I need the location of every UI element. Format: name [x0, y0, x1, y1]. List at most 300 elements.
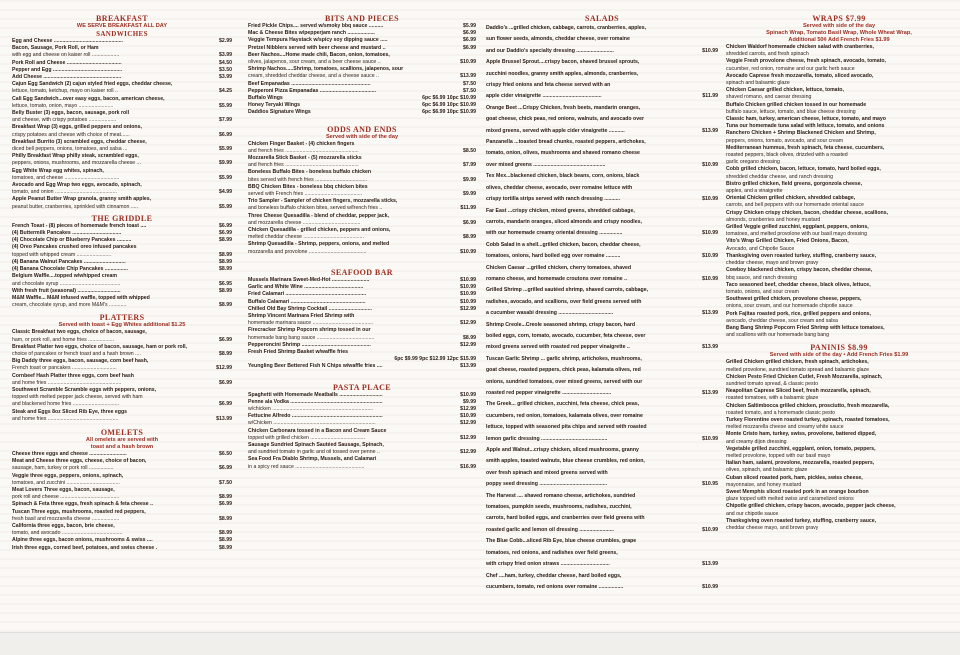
menu-item-line — [486, 251, 718, 262]
menu-item-line: Taco seasoned beef, cheddar cheese, black olives, lettuce, — [726, 281, 871, 288]
item-text: fresh basil and mozzarella cheese ................... — [12, 515, 120, 522]
item-text: Apple Peanut Butter Wrap granola, granny smith apples, — [12, 196, 152, 203]
menu-item-line: onions, sour cream, and our homemade chipotle sauce — [726, 303, 853, 310]
item-text: Mac & Cheese Bites w/pepperjam ranch ................... — [248, 30, 375, 37]
menu-item-line — [248, 234, 476, 241]
menu-item-line — [486, 114, 718, 125]
item-text: Meat Lovers Three eggs, bacon, sausage, — [12, 486, 115, 493]
item-text: mozzarella and provolone ........................................ — [248, 248, 367, 255]
item-text: Shrimp Quesadilla - Shrimp, peppers, onions, and melted — [248, 241, 390, 248]
item-text: Garlic and White Wine ......................................... — [248, 284, 364, 291]
menu-item-line — [12, 110, 232, 117]
item-text: olives, cheddar cheese, avocado, over romaine lettuce with — [486, 184, 633, 191]
menu-item-line: Oriental Chicken grilled chicken, shredded cabbage, — [726, 195, 856, 202]
menu-item-line: Classic ham, turkey, american cheese, lettuce, tomato, and mayo — [726, 116, 886, 123]
menu-item-line — [486, 91, 718, 102]
item-text: Buffalo Wings — [248, 95, 283, 102]
column-1 — [12, 14, 232, 552]
menu-item-line: Thanksgiving oven roasted turkey, stuffing, cranberry sauce, — [726, 517, 877, 524]
item-text: served with French fries ........................................ — [248, 191, 363, 198]
item-text: tomatoes, red onions, and radishes over field greens, — [486, 549, 618, 556]
menu-item-line: Vegetable grilled zucchini, eggplant, onion, tomato, peppers, — [726, 445, 876, 452]
item-text: Chicken Caesar ...grilled chicken, cherry tomatoes, shaved — [486, 264, 632, 271]
item-text: Chicken Finger Basket - (4) chicken fingers — [248, 140, 355, 147]
menu-item-line — [12, 380, 232, 387]
item-price: 6pc $6.99 10pc $10.99 — [422, 109, 476, 116]
menu-item-line — [12, 67, 232, 74]
omelets-items — [12, 451, 232, 552]
item-price: $6.99 — [219, 336, 232, 343]
item-text: choice of pancakes or french toast and a hash brown .... — [12, 350, 141, 357]
odds-title: ODDS AND ENDS — [327, 124, 397, 134]
menu-item-line — [248, 213, 476, 220]
salads-title: SALADS — [585, 14, 619, 23]
menu-item-line — [486, 536, 718, 547]
menu-item-line — [486, 445, 718, 456]
menu-item-line — [486, 263, 718, 274]
item-price: $10.99 — [460, 276, 476, 283]
menu-item-line: Avocado, and Chipotle Sauce — [726, 245, 795, 252]
menu-item-line — [486, 468, 718, 479]
item-text: carrots, mandarin oranges, sliced almonds and crispy noodles, — [486, 218, 642, 225]
menu-item-line: Mediterranean hummus, fresh spinach, feta cheese, cucumbers, — [726, 144, 885, 151]
item-text: radishes, avocado, and scallions, over field greens served with — [486, 298, 642, 305]
item-price: $6.50 — [219, 450, 232, 457]
menu-item-line — [12, 545, 232, 552]
item-price: $5.99 — [219, 146, 232, 153]
menu-item-line — [248, 45, 476, 52]
item-price: $5.99 — [219, 203, 232, 210]
menu-item-line — [486, 183, 718, 194]
item-price: $11.99 — [702, 93, 718, 100]
item-text: Fresh Fried Shrimp Basket w/waffle fries — [248, 348, 349, 355]
item-text: Beer Nachos....Home made chili, Bacon, onion, tomatoes, — [248, 51, 390, 58]
item-text: lettuce, tomato, ketchup, mayo on kaiser roll .. — [12, 88, 118, 95]
menu-item-line — [486, 434, 718, 445]
wraps-section — [726, 14, 952, 339]
item-text: with our homemade creamy oriental dressing ................ — [486, 230, 623, 237]
item-price: $13.99 — [702, 561, 718, 568]
menu-item-line: spinach and balsamic glaze — [726, 80, 790, 87]
menu-item-line — [248, 306, 476, 313]
menu-item-line — [486, 228, 718, 239]
menu-item-line: Cowboy blackened chicken, crispy bacon, cheddar cheese, — [726, 267, 873, 274]
platters-title: PLATTERS — [99, 313, 145, 323]
menu-item-line: Tuna our homemade tuna salad with lettuce, tomato, and onions — [726, 123, 885, 130]
menu-item-line: almonds, cranberries and honey mustard — [726, 216, 821, 223]
item-price: $8.99 — [219, 258, 232, 265]
menu-item-line — [248, 428, 476, 435]
item-text: homemade marinara sauce .......................................... — [248, 320, 374, 327]
item-text: sun flower seeds, almonds, cheddar cheese, over romaine — [486, 36, 630, 43]
item-price: $10.99 — [702, 526, 718, 533]
item-price: $10.99 — [460, 284, 476, 291]
footer-bar — [0, 632, 960, 655]
item-price: $9.99 — [463, 398, 476, 405]
item-text: cucumbers, tomato, red onions over romaine ................. — [486, 583, 624, 590]
menu-item-line: mayonnaise, and honey mustard — [726, 481, 802, 488]
item-text: Cobb Salad in a shell...grilled chicken, bacon, cheddar cheese, — [486, 241, 641, 248]
item-price: $10.99 — [460, 248, 476, 255]
menu-item-line: avocado, cheddar cheese, sour cream and salsa — [726, 317, 838, 324]
menu-item-line — [248, 349, 476, 356]
menu-item-line — [12, 252, 232, 259]
wraps-subtitle: Served with side of the day — [802, 23, 876, 29]
item-text: M&M Waffle... M&M infused waffle, topped with whipped — [12, 294, 150, 301]
item-text: With fresh fruit (seasonal) .............................. — [12, 287, 121, 294]
menu-item-line — [12, 168, 232, 175]
bits-items — [248, 23, 476, 117]
menu-item-line: Cobb grilled chicken, bacon, lettuce, tomato, hard boiled eggs, — [726, 166, 881, 173]
item-text: Belgium Waffle....topped w/whipped cream — [12, 273, 118, 280]
menu-item-line: tomatoes, and melted provolone with our basil mayo dressing — [726, 231, 868, 238]
menu-item-line: shaved romano, and caesar dressing — [726, 94, 812, 101]
menu-item-line — [12, 88, 232, 95]
menu-item-line — [486, 217, 718, 228]
item-text: apple cider vinaigrette ......................................... — [486, 93, 602, 100]
item-price: $5.99 — [219, 174, 232, 181]
item-text: Pepperoni Pizza Empanadas ....................................... — [248, 87, 376, 94]
item-price: $13.99 — [702, 310, 718, 317]
item-text: goat cheese, roasted peppers, chick peas, kalamata olives, red — [486, 367, 641, 374]
menu-item-line — [486, 126, 718, 137]
item-text: Alpine three eggs, bacon onions, mushrooms & swiss .... — [12, 537, 153, 544]
item-text: Cornbeef Hash Platter three eggs, corn beef hash — [12, 372, 134, 379]
menu-item-line — [248, 52, 476, 59]
menu-item-line: melted provolone, topped with our basil mayo — [726, 452, 831, 459]
menu-item-line — [248, 284, 476, 291]
item-text: Penne ala Vodka ................................................................ — [248, 398, 383, 405]
menu-item-line — [486, 456, 718, 467]
wraps-addon: Additional 50¢ Add French Fries $1.99 — [788, 37, 890, 43]
menu-item-line — [486, 103, 718, 114]
omelets-section — [12, 428, 232, 552]
menu-item-line — [248, 399, 476, 406]
item-price: $7.50 — [463, 87, 476, 94]
item-text: onions, sundried tomatoes, over mixed greens, served with our — [486, 378, 643, 385]
item-price: $13.99 — [216, 415, 232, 422]
item-text: lettuce, topped with seasoned pita chips and served with roasted — [486, 424, 647, 431]
item-price: $5.99 — [219, 102, 232, 109]
breakfast-section — [12, 14, 232, 211]
menu-item-line: Chicken Pesto Fried Chicken Cutlet, Fresh Mozzarella, spinach, — [726, 373, 883, 380]
item-text: goat cheese, chick peas, red onions, walnuts, and avocado over — [486, 116, 644, 123]
item-text: lettuce, tomato, onion, mayo ........................ — [12, 102, 114, 109]
menu-item-line: olives, spinach, and balsamic glaze — [726, 467, 808, 474]
item-text: cream, chocolate syrup, and more M&M's ............ — [12, 302, 127, 309]
menu-item-line — [12, 373, 232, 380]
menu-item-line: Vito's Wrap Grilled Chicken, Fried Onions, Bacon, — [726, 238, 849, 245]
wraps-title: WRAPS $7.99 — [812, 14, 866, 23]
menu-item-line — [486, 308, 718, 319]
menu-item-line: Veggie Fresh provolone cheese, fresh spinach, avocado, tomato, — [726, 58, 886, 65]
item-text: Chilled Old Bay Shrimp Cocktail .............................. — [248, 305, 372, 312]
menu-item-line — [486, 80, 718, 91]
menu-item-line — [486, 285, 718, 296]
menu-item-line — [486, 320, 718, 331]
menu-item-line — [248, 155, 476, 162]
item-text: crispy fried onions and feta cheese served with an — [486, 82, 611, 89]
menu-item-line — [486, 274, 718, 285]
item-text: tomato, and onion ........................................... — [12, 189, 117, 196]
menu-item-line — [12, 401, 232, 408]
item-text: Belly Buster (3) eggs, bacon, sausage, pork roll — [12, 110, 130, 117]
item-price: $3.99 — [219, 74, 232, 81]
item-price: $13.99 — [460, 73, 476, 80]
menu-item-line — [12, 337, 232, 344]
menu-item-line: melted mozzarella cheese and creamy white sauce — [726, 424, 844, 431]
menu-item-line — [12, 288, 232, 295]
item-price: $12.99 — [460, 405, 476, 412]
breakfast-subtitle: WE SERVE BREAKFAST ALL DAY — [76, 23, 168, 29]
item-text: tomatoes, and cheese ...................................... — [12, 174, 120, 181]
item-text: topped with melted pepper jack cheese, served with ham — [12, 394, 143, 401]
panini-title: PANINIS $8.99 — [810, 343, 868, 353]
odds-items — [248, 141, 476, 256]
item-text: Cajun Egg Sandwich (2) cajun styled fried eggs, cheddar cheese, — [12, 81, 173, 88]
item-text: The Greek... grilled chicken, zucchini, feta cheese, chick peas, — [486, 401, 640, 408]
item-text: Breakfast Burrito (3) scrambled eggs, cheddar cheese, — [12, 138, 147, 145]
menu-item-line — [486, 297, 718, 308]
item-text: Honey Teryaki Wings — [248, 102, 301, 109]
item-price: $13.99 — [702, 344, 718, 351]
menu-item-line — [248, 363, 476, 370]
seafood-items — [248, 277, 476, 371]
wraps-options: Spinach Wrap, Tomato Basil Wrap, Whole Wheat Wrap, — [766, 30, 912, 36]
column-3 — [486, 14, 718, 593]
menu-item-line — [486, 342, 718, 353]
menu-item-line: roasted peppers, black olives, drizzled with a roasted — [726, 152, 848, 159]
menu-item-line: Ranchero Chicken + Shrimp Blackened Chicken and Shrimp, — [726, 130, 876, 137]
item-price: $12.99 — [460, 320, 476, 327]
menu-item-line — [486, 160, 718, 171]
pasta-title: PASTA PLACE — [332, 382, 392, 392]
menu-item-line: apples, and a vinaigrette — [726, 188, 783, 195]
item-price: 6pc $6.99 10pc $10.99 — [422, 95, 476, 102]
item-price: $10.99 — [702, 275, 718, 282]
item-text: Pepper and Egg ................................................ — [12, 66, 123, 73]
item-text: The Blue Cobb...sliced Rib Eye, blue cheese crumbles, grape — [486, 538, 637, 545]
salads-section — [486, 14, 718, 593]
item-text: and french fries ................................................... — [248, 147, 359, 154]
sandwiches-title: SANDWICHES — [96, 30, 148, 38]
item-price: $8.99 — [219, 515, 232, 522]
menu-item-line — [12, 244, 232, 251]
menu-item-line — [12, 132, 232, 139]
item-price: $8.99 — [219, 266, 232, 273]
menu-item-line: Chicken Caesar grilled chicken, lettuce, tomato, — [726, 87, 844, 94]
item-text: (4) Buttermilk Pancakes .................................. — [12, 230, 122, 237]
item-price: $8.99 — [219, 251, 232, 258]
item-price: $6.99 — [219, 222, 232, 229]
menu-item-line — [248, 220, 476, 227]
menu-item-line — [12, 189, 232, 196]
item-text: Breakfast Platter two eggs, choice of bacon, sausage, ham or pork roll, — [12, 343, 187, 350]
menu-item-line — [248, 464, 476, 471]
item-text: cream, shredded cheddar cheese, and a cheese sauce .. — [248, 73, 379, 80]
item-text: Beef Empanadas ....................................................... — [248, 80, 371, 87]
item-text: lemon garlic dressing .............................................. — [486, 435, 608, 442]
menu-item-line — [12, 487, 232, 494]
item-text: Trio Sampler - Sampler of chicken fingers, mozzarella sticks, — [248, 198, 398, 205]
item-price: $7.50 — [463, 80, 476, 87]
item-text: Yeungling Beer Bettered Fish N Chips w/waffle fries .... — [248, 363, 383, 370]
menu-item-line — [248, 342, 476, 349]
menu-item-line — [248, 177, 476, 184]
item-price: $10.99 — [460, 413, 476, 420]
item-price: $10.99 — [702, 161, 718, 168]
item-text: with crispy fried onion straws .................................. — [486, 561, 610, 568]
menu-item-line — [486, 411, 718, 422]
breakfast-title: BREAKFAST — [96, 14, 148, 23]
menu-item-line — [248, 420, 476, 427]
item-text: Orange Beet ...Crispy Chicken, fresh beets, mandarin oranges, — [486, 104, 641, 111]
item-text: Daddio's ...grilled chicken, cabbage, carrots, cranberries, apples, — [486, 25, 647, 31]
item-text: Grilled Shrimp ...grilled sautéed shrimp, shaved carrots, cabbage, — [486, 287, 649, 294]
item-text: over fresh spinach and mixed greens served with — [486, 469, 608, 476]
menu-item-line — [248, 59, 476, 66]
item-text: Veggie three eggs, peppers, onions, spinach, — [12, 472, 124, 479]
item-text: (4) Chocolate Chip or Blueberry Pancakes .......... — [12, 237, 132, 244]
item-text: homemade bang bang sauce ........................................ — [248, 334, 375, 341]
griddle-items — [12, 223, 232, 309]
menu-item-line — [248, 442, 476, 449]
item-text: sausage, ham, turkey or pork roll ................. — [12, 465, 114, 472]
item-price: $8.99 — [219, 302, 232, 309]
menu-item-line — [12, 259, 232, 266]
menu-item-line — [12, 465, 232, 472]
item-text: BBQ Chicken Bites - boneless bbq chicken bites — [248, 183, 368, 190]
menu-item-line — [486, 479, 718, 490]
item-text: Egg White Wrap egg whites, spinach, — [12, 167, 104, 174]
item-text: (4) Banana Walnut Pancakes ............................. — [12, 258, 126, 265]
menu-item-line — [248, 23, 476, 30]
item-price: 6pc $6.99 10pc $10.99 — [422, 102, 476, 109]
menu-item-line — [248, 102, 476, 109]
item-price: $8.99 — [219, 544, 232, 551]
item-price: $6.99 — [219, 230, 232, 237]
item-text: California three eggs, bacon, brie cheese, — [12, 522, 115, 529]
wraps-items — [726, 44, 952, 339]
menu-item-line — [248, 162, 476, 169]
item-text: over mixed greens .................................................. — [486, 161, 606, 168]
menu-item-line: Chicken Saltimbocca grilled chicken, prosciutto, fresh mozzarella, — [726, 402, 890, 409]
menu-item-line — [12, 509, 232, 516]
menu-item-line — [12, 96, 232, 103]
item-text: (4) Oreo Pancakes crushed oreo infused pancakes — [12, 244, 137, 251]
bits-section — [248, 14, 476, 117]
item-text: Tex Mex...blackened chicken, black beans, corn, onions, black — [486, 173, 640, 180]
item-price: $10.99 — [702, 196, 718, 203]
menu-item-line — [12, 230, 232, 237]
menu-item-line: cheddar cheese, mayo and brown gravy — [726, 260, 819, 267]
menu-item-line — [486, 354, 718, 365]
item-price: $5.99 — [463, 23, 476, 29]
item-price: $10.99 — [702, 47, 718, 54]
item-text: and sundried tomato in garlic and oil tossed over penne .. — [248, 449, 380, 456]
item-text: Fettucine Alfredo ............................................................... — [248, 413, 383, 420]
item-text: Add Cheese ...................................................... — [12, 74, 122, 81]
menu-item-line: melted provolone, sundried tomato spread and balsamic glaze — [726, 366, 870, 373]
item-text: diced bell peppers, onions, tomatoes, and salsa ... — [12, 146, 128, 153]
menu-item-line — [486, 69, 718, 80]
menu-item-line: and scallions with our homemade bang bang — [726, 332, 829, 339]
item-text: Buffalo Calamari .................................................... — [248, 298, 366, 305]
item-price: $12.99 — [216, 365, 232, 372]
menu-item-line: tomato, onions, and sour cream — [726, 288, 799, 295]
item-price: $6.99 — [463, 44, 476, 51]
item-text: Apple Brussel Sprout....crispy bacon, shaved brussel sprouts, — [486, 59, 640, 66]
menu-item-line: Crispy Chicken crispy chicken, bacon, cheddar cheese, scallions, — [726, 209, 889, 216]
menu-item-line — [486, 388, 718, 399]
menu-item-line — [248, 109, 476, 116]
menu-item-line — [12, 302, 232, 309]
item-price: $6.99 — [219, 401, 232, 408]
item-text: peanut butter, cranberries, sprinkled with cinnamon ..... — [12, 203, 139, 210]
item-text: Chicken Carbonara tossed in a Bacon and Cream Sauce — [248, 427, 387, 434]
item-price: $7.50 — [219, 479, 232, 486]
menu-item-line: Chicken Waldorf homemade chicken salad with cranberries, — [726, 44, 874, 50]
menu-item-line: and our chipotle sauce — [726, 510, 779, 517]
platters-items — [12, 329, 232, 423]
menu-item-line — [12, 45, 232, 52]
menu-item-line — [12, 329, 232, 336]
menu-item-line — [12, 530, 232, 537]
menu-item-line — [486, 491, 718, 502]
item-price: $8.99 — [219, 237, 232, 244]
menu-item-line — [12, 38, 232, 45]
item-text: smith apples, toasted walnuts, blue cheese crumbles, red onion, — [486, 458, 645, 465]
item-text: Fried Calamari ........................................................ — [248, 291, 367, 298]
item-price: $9.99 — [463, 176, 476, 183]
panini-items — [726, 359, 952, 532]
column-4 — [726, 14, 952, 532]
item-price: $2.99 — [219, 38, 232, 44]
item-text: French Toast - (8) pieces of homemade french toast .... — [12, 222, 147, 229]
menu-item-line — [12, 451, 232, 458]
menu-item-line — [12, 523, 232, 530]
item-price: $12.99 — [460, 420, 476, 427]
item-price: $10.99 — [702, 253, 718, 260]
item-text: Avocado and Egg Wrap two eggs, avocado, spinach, — [12, 182, 142, 189]
item-text: cucumbers, red onion, tomatoes, kalamata olives, over romaine — [486, 412, 643, 419]
menu-item-line: peppers, onions, tomato, avocado, and sour cream — [726, 137, 844, 144]
item-price: $7.99 — [219, 117, 232, 124]
menu-item-line: carrots, and bell peppers with our homemade oriental sauce — [726, 202, 864, 209]
menu-item-line — [12, 182, 232, 189]
menu-item-line — [12, 365, 232, 372]
menu-item-line — [248, 37, 476, 44]
menu-item-line — [12, 146, 232, 153]
menu-item-line: Cuban sliced roasted pork, ham, pickles, swiss cheese, — [726, 474, 863, 481]
menu-item-line — [12, 124, 232, 131]
menu-item-line: sundried tomato spread, & classic pesto — [726, 380, 818, 387]
item-text: in a spicy red sauce ................................................ — [248, 463, 365, 470]
menu-item-line — [12, 74, 232, 81]
item-text: and blackened home fries ................................ — [12, 401, 119, 408]
item-text: Firecracker Shrimp Popcorn shrimp tossed in our — [248, 327, 371, 334]
menu-item-line — [486, 331, 718, 342]
item-price: $3.99 — [219, 52, 232, 59]
item-price: $12.99 — [460, 434, 476, 441]
item-text: tomatoes, onions, hard boiled egg over romaine .......... — [486, 253, 621, 260]
menu-item-line — [248, 456, 476, 463]
menu-item-line — [248, 191, 476, 198]
menu-item-line — [12, 344, 232, 351]
menu-item-line — [248, 88, 476, 95]
menu-item-line: and creamy dijon dressing — [726, 438, 787, 445]
menu-item-line: garlic oregano dressing — [726, 159, 780, 166]
